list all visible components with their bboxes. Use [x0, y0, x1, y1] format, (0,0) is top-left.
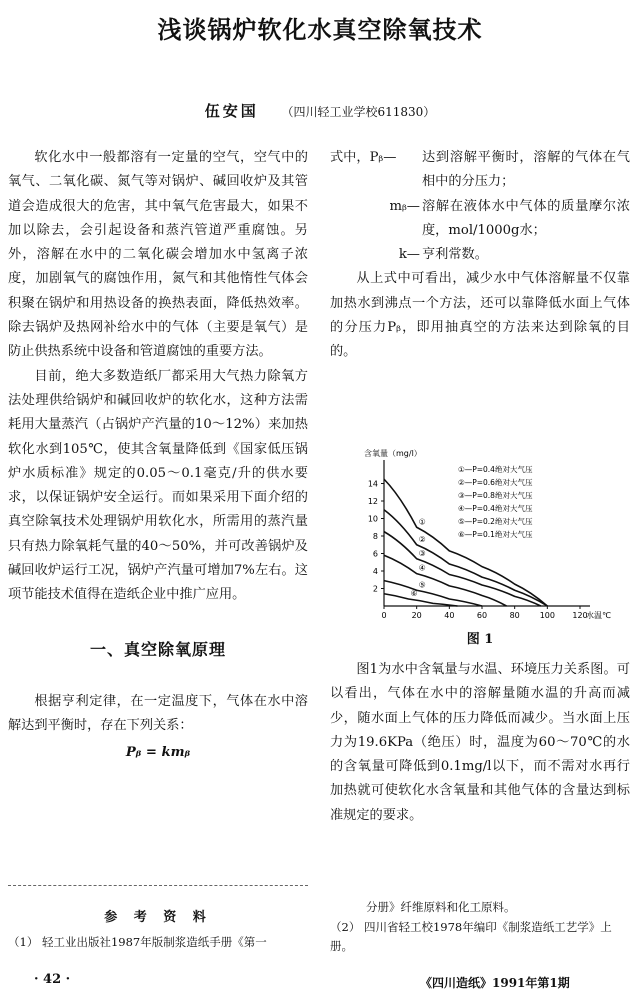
- curve-label-2: ②: [418, 534, 426, 544]
- henry-formula: Pᵦ = kmᵦ: [125, 744, 191, 760]
- definition-symbol: k—: [398, 247, 420, 263]
- vacuum-explanation-paragraph: 从上式中可看出，减少水中气体溶解量不仅靠加热水到沸点一个方法，还可以靠降低水面上气体的分压力Pᵦ，即用抽真空的方法来达到除氧的目的。: [330, 271, 630, 360]
- x-tick-label: 80: [509, 611, 520, 620]
- x-tick-label: 100: [539, 611, 555, 620]
- curve-label-3: ③: [418, 548, 426, 558]
- definition-text: 达到溶解平衡时，溶解的气体在气相中的分压力；: [422, 150, 630, 190]
- left-column: [8, 146, 308, 765]
- definition-text: 亨利常数。: [422, 247, 488, 263]
- byline: [0, 100, 640, 121]
- x-tick-label: 0: [381, 611, 387, 620]
- curve-label-6: ⑥: [410, 589, 418, 598]
- definition-row: [330, 243, 630, 267]
- henry-law-paragraph: 根据亨利定律，在一定温度下，气体在水中溶解达到平衡时，存在下列关系：: [8, 693, 308, 734]
- legend-entry: ⑤—P=0.2绝对大气压: [458, 517, 533, 526]
- y-tick-label: 4: [372, 567, 378, 576]
- x-tick-label: 120: [572, 611, 588, 620]
- author-affiliation: （四川轻工业学校611830）: [281, 105, 436, 119]
- oxygen-solubility-chart: [362, 446, 632, 656]
- y-tick-label: 14: [367, 479, 378, 489]
- x-tick-label: 60: [476, 611, 488, 620]
- y-tick-label: 10: [367, 514, 378, 524]
- x-tick-label: 20: [411, 611, 422, 620]
- y-tick-label: 8: [372, 532, 378, 541]
- right-column: [330, 146, 630, 365]
- intro-paragraph: 软化水中一般都溶有一定量的空气，空气中的氧气、二氧化碳、氮气等对锅炉、碱回收炉及其管道会造成很大的危害，其中氧气危害最大，如果不加以除去，会引起设备和蒸汽管道严重腐蚀。另外，溶解在水中的二氧化碳会增加水中氢离子浓度，加剧氧气的腐蚀作用，氮气和其他惰性气体会积聚在锅炉和用热设备的换热表面，降低热效率。除去锅炉及热网补给水中的气体（主要是氧气）是防止供热系统中设备和管道腐蚀的重要方法。: [8, 150, 308, 360]
- legend-entry: ③—P=0.8绝对大气压: [458, 491, 533, 500]
- y-tick-label: 2: [372, 584, 378, 594]
- x-tick-label: 40: [444, 611, 455, 620]
- definition-text: 溶解在液体水中气体的质量摩尔浓度，mol/1000g水；: [422, 198, 630, 238]
- references-heading: 参 考 资 料: [104, 910, 212, 925]
- curve-label-1: ①: [418, 517, 426, 527]
- definition-symbol: Pᵦ—: [369, 150, 397, 165]
- definition-row: [330, 195, 630, 244]
- y-tick-label: 6: [372, 549, 378, 559]
- reference-1: （1） 轻工业出版社1987年版制浆造纸手册《第一: [8, 935, 267, 949]
- x-axis-label: 水温℃: [586, 611, 611, 620]
- curve-label-4: ④: [418, 563, 426, 573]
- legend-entry: ①—P=0.4绝对大气压: [458, 465, 533, 474]
- y-tick-label: 12: [367, 497, 378, 506]
- series-line-6: [384, 594, 458, 606]
- definition-intro: 式中，: [330, 150, 370, 165]
- author-name: 伍安国: [204, 102, 259, 120]
- reference-1-continued: 分册》纤维原料和化工原料。: [366, 900, 516, 914]
- definition-symbol: mᵦ—: [389, 198, 420, 214]
- legend-entry: ④—P=0.4绝对大气压: [458, 504, 533, 513]
- page-number: · 42 ·: [34, 972, 71, 987]
- y-axis-label: 含氧量（mg/l）: [364, 449, 422, 458]
- current-method-paragraph: 目前，绝大多数造纸厂都采用大气热力除氧方法处理供给锅炉和碱回收炉的软化水，这种方法需耗用大量蒸汽（占锅炉产汽量的10～12%）来加热软化水到105℃，使其含氧量降低到《国家低压锅炉水质标准》规定的0.05～0.1毫克/升的供水要求，以保证锅炉安全运行。而如果采用下面介绍的真空除氧技术处理锅炉用软化水，所需用的蒸汽量只有热力除氧耗气量的40～50%，并可改善锅炉及碱回收炉运行工况，锅炉产汽量可增加7%左右。这项节能技术值得在造纸企业中推广应用。: [8, 368, 308, 603]
- curve-label-5: ⑤: [418, 580, 426, 590]
- legend-entry: ⑥—P=0.1绝对大气压: [458, 530, 533, 539]
- section-heading: 一、真空除氧原理: [89, 639, 226, 659]
- right-column-lower: [330, 658, 630, 828]
- definition-row: [330, 146, 630, 195]
- article-title: 浅谈锅炉软化水真空除氧技术: [157, 16, 483, 44]
- journal-issue: 《四川造纸》1991年第1期: [420, 976, 570, 990]
- reference-2: （2） 四川省轻工校1978年编印《制浆造纸工艺学》上册。: [330, 920, 612, 953]
- series-line-5: [384, 581, 482, 606]
- legend-entry: ②—P=0.6绝对大气压: [458, 478, 533, 487]
- footnote-divider: [8, 885, 308, 886]
- figure-discussion-paragraph: 图1为水中含氧量与水温、环境压力关系图。可以看出，气体在水中的溶解量随水温的升高而减少，随水面上气体的压力降低而减少。当水面上压力为19.6KPa（绝压）时，温度为60～70℃的水的含氧量可降低到0.1mg/l以下，而不需对水再行加热就可使软化水含氧量和其他气体的含量达到标准规定的要求。: [330, 662, 630, 823]
- figure-caption: 图 1: [466, 632, 494, 647]
